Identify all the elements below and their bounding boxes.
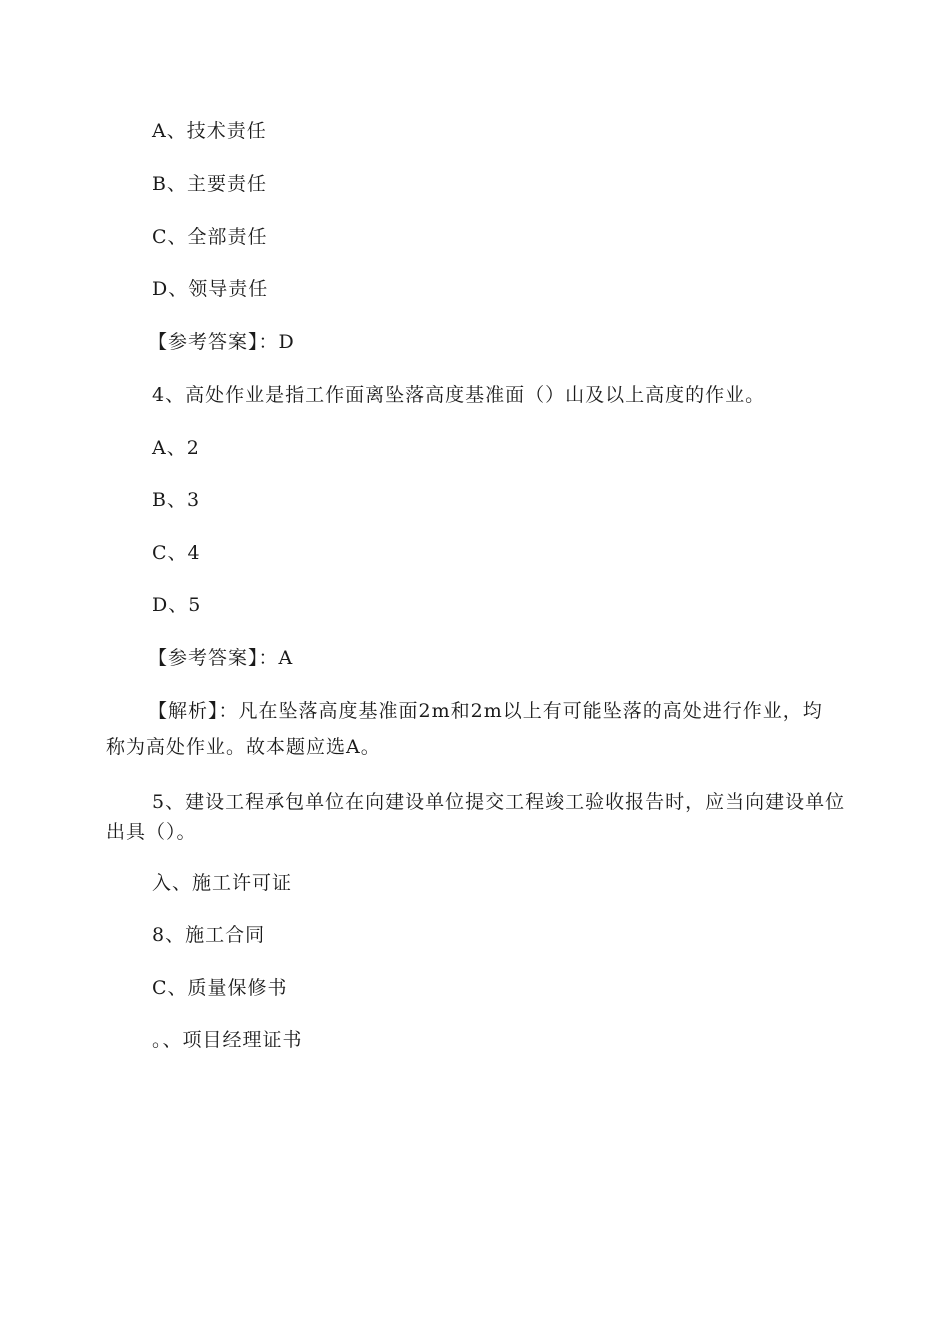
option-c: C、质量保修书 xyxy=(152,977,288,999)
question-5-line-2: 出具（）。 xyxy=(106,821,197,843)
question-4: 4、高处作业是指工作面离坠落高度基准面（）山及以上高度的作业。 xyxy=(152,384,766,406)
option-c: C、4 xyxy=(152,542,201,564)
option-c: C、全部责任 xyxy=(152,226,268,248)
option-a: 入、施工许可证 xyxy=(152,872,293,894)
option-b: B、主要责任 xyxy=(152,173,267,195)
option-d: D、5 xyxy=(152,594,202,616)
question-5-line-1: 5、建设工程承包单位在向建设单位提交工程竣工验收报告时，应当向建设单位 xyxy=(152,791,846,813)
option-d: D、领导责任 xyxy=(152,278,269,300)
analysis-line-1: 【解析】：凡在坠落高度基准面2m和2m以上有可能坠落的高处进行作业，均 xyxy=(148,700,823,722)
reference-answer: 【参考答案】：D xyxy=(148,331,295,353)
reference-answer: 【参考答案】：A xyxy=(148,647,294,669)
option-a: A、2 xyxy=(152,437,200,459)
option-b: B、3 xyxy=(152,489,201,511)
analysis-line-2: 称为高处作业。故本题应选A。 xyxy=(106,736,381,758)
option-a: A、技术责任 xyxy=(152,120,267,142)
option-b: 8、施工合同 xyxy=(152,924,266,946)
option-d: 。、项目经理证书 xyxy=(152,1029,303,1051)
